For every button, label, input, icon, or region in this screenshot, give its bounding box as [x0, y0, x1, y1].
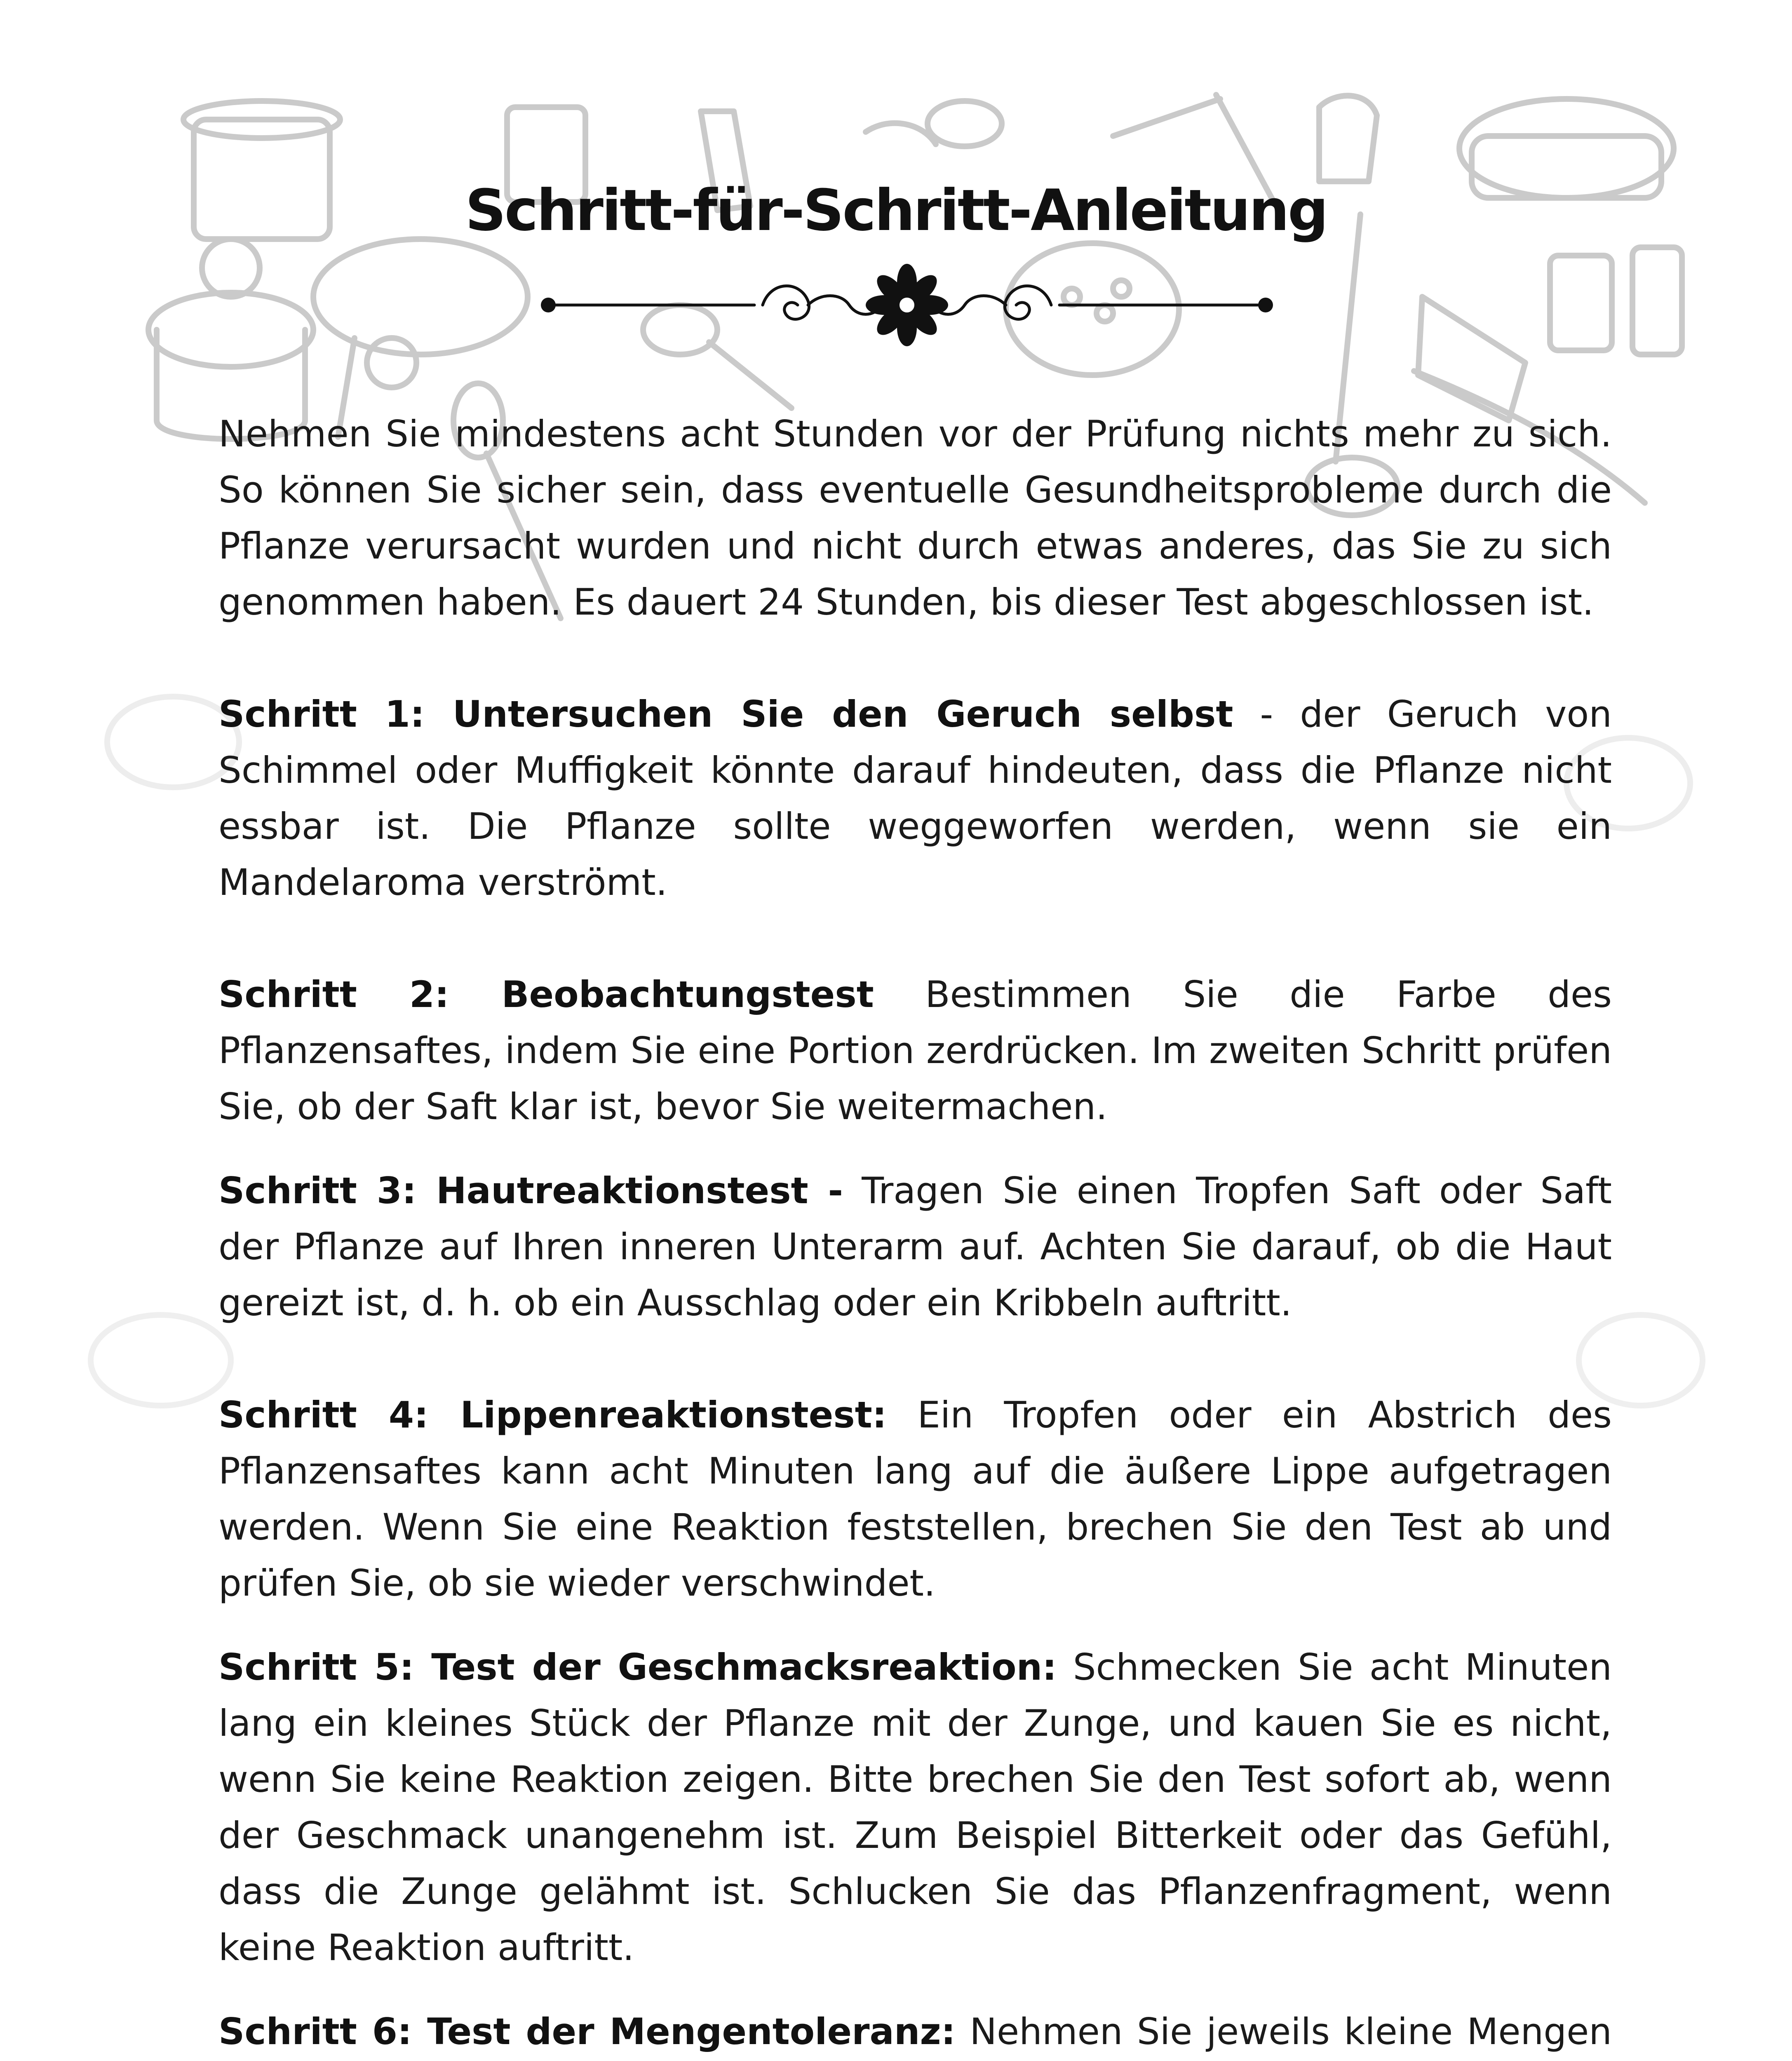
step-2-label: Schritt 2: Beobachtungstest — [218, 973, 874, 1016]
step-5-label: Schritt 5: Test der Geschmacksreaktion: — [218, 1646, 1057, 1688]
step-6-text: Nehmen Sie jeweils kleine Mengen — [970, 2010, 1612, 2053]
step-2-paragraph — [218, 967, 1612, 1135]
step-6-label: Schritt 6: Test der Mengentoleranz: — [218, 2010, 956, 2053]
step-1-text: - der Geruch von Schimmel oder Muffigkeit könnte darauf hindeuten, dass die Pflanze nicht essbar ist. Die Pflanze sollte weggeworfen werden, wenn sie ein Mandelaroma verströmt. — [218, 693, 1612, 904]
intro-paragraph: Nehmen Sie mindestens acht Stunden vor der Prüfung nichts mehr zu sich. So können Sie sicher sein, dass eventuelle Gesundheitsprobleme durch die Pflanze verursacht wurden und nicht durch etwas anderes, das Sie zu sich genommen haben. Es dauert 24 Stunden, bis dieser Test abgeschlossen ist. — [218, 413, 1612, 623]
step-5-paragraph — [218, 1639, 1612, 1976]
step-3-text: Tragen Sie einen Tropfen Saft oder Saft der Pflanze auf Ihren inneren Unterarm auf. Achten Sie darauf, ob die Haut gereizt ist, d. h. ob ein Ausschlag oder ein Kribbeln auftritt. — [218, 1169, 1612, 1324]
step-3-paragraph — [218, 1163, 1612, 1331]
step-6-paragraph — [218, 2004, 1612, 2061]
page-title: Schritt-für-Schritt-Anleitung — [465, 177, 1327, 244]
step-2-text: Bestimmen Sie die Farbe des Pflanzensaftes, indem Sie eine Portion zerdrücken. Im zweiten Schritt prüfen Sie, ob der Saft klar ist, bevor Sie weitermachen. — [218, 973, 1612, 1128]
step-4-paragraph — [218, 1387, 1612, 1611]
step-1-label: Schritt 1: Untersuchen Sie den Geruch selbst — [218, 693, 1233, 735]
step-1-paragraph — [218, 686, 1612, 911]
step-4-label: Schritt 4: Lippenreaktionstest: — [218, 1394, 887, 1436]
step-5-text: Schmecken Sie acht Minuten lang ein kleines Stück der Pflanze mit der Zunge, und kauen Sie es nicht, wenn Sie keine Reaktion zeigen. Bitte brechen Sie den Test sofort ab, wenn der Geschmack unangenehm ist. Zum Beispiel Bitterkeit oder das Gefühl, dass die Zunge gelähmt ist. Schlucken Sie das Pflanzenfragment, wenn keine Reaktion auftritt. — [218, 1646, 1612, 1969]
step-4-text: Ein Tropfen oder ein Abstrich des Pflanzensaftes kann acht Minuten lang auf die äußere Lippe aufgetragen werden. Wenn Sie eine Reaktion feststellen, brechen Sie den Test ab und prüfen Sie, ob sie wieder verschwindet. — [218, 1394, 1612, 1604]
step-3-label: Schritt 3: Hautreaktionstest - — [218, 1169, 843, 1212]
document-body — [218, 406, 1612, 2061]
flourish-divider-icon — [540, 264, 1274, 346]
